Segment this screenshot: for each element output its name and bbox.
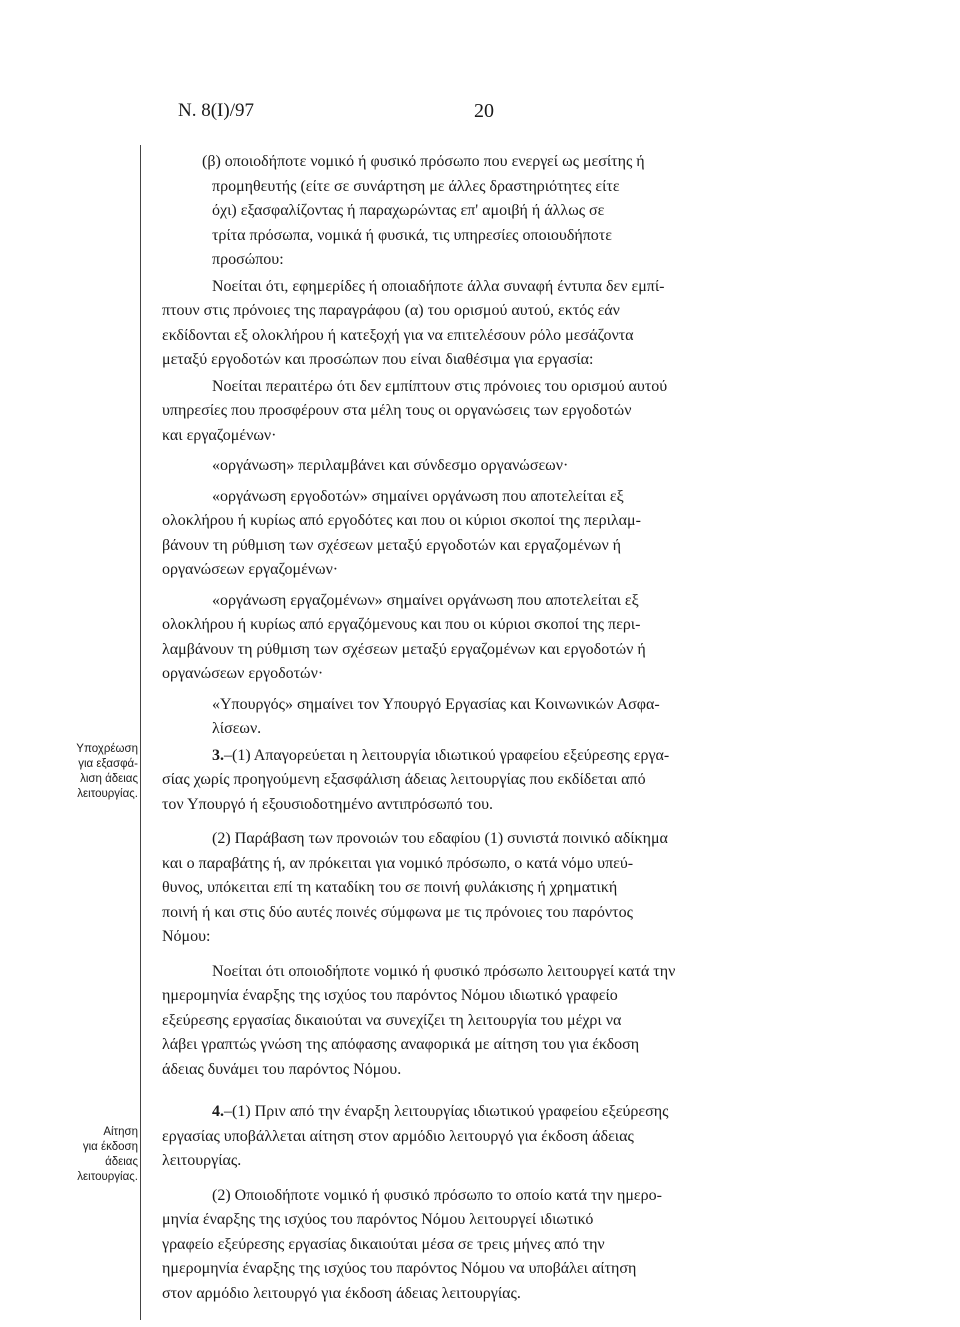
margin-note-line: λειτουργίας.	[77, 788, 138, 800]
paragraph-b	[162, 150, 812, 273]
text-line: βάνουν τη ρύθμιση των σχέσεων μεταξύ εργοδοτών και εργαζομένων ή	[162, 536, 622, 554]
margin-note-line: Υποχρέωση	[76, 743, 138, 755]
text-line: μηνία έναρξης της ισχύος του παρόντος Νόμου λειτουργεί ιδιωτικό	[162, 1211, 594, 1228]
text-line: (2) Παράβαση των προνοιών του εδαφίου (1) συνιστά ποινικό αδίκημα	[212, 830, 668, 847]
section-number: 3.	[212, 746, 224, 764]
text-line: «οργάνωση εργαζομένων» σημαίνει οργάνωση που αποτελείται εξ	[212, 591, 639, 609]
margin-note-line: λειτουργίας.	[77, 1171, 138, 1183]
text-line: ολοκλήρου ή κυρίως από εργαζόμενους και που οι κύριοι σκοποί της περι-	[162, 616, 641, 633]
section-text: –(1) Πριν από την έναρξη λειτουργίας ιδιωτικού γραφείου εξεύρεσης	[224, 1103, 669, 1120]
text-line: (β) οποιοδήποτε νομικό ή φυσικό πρόσωπο που ενεργεί ως μεσίτης ή	[202, 153, 645, 170]
text-line: πτουν στις πρόνοιες της παραγράφου (α) του ορισμού αυτού, εκτός εάν	[162, 302, 620, 319]
text-line: «Υπουργός» σημαίνει τον Υπουργό Εργασίας και Κοινωνικών Ασφα-	[212, 695, 660, 713]
section-3-2	[162, 827, 812, 950]
section-3-1	[162, 744, 812, 818]
section-number: 4.	[212, 1103, 224, 1120]
margin-note-line: λιση άδειας	[80, 773, 138, 785]
margin-note-line: για εξασφά-	[78, 758, 138, 770]
text-line: «οργάνωση εργοδοτών» σημαίνει οργάνωση που αποτελείται εξ	[212, 487, 624, 505]
text-line: θυνος, υπόκειται επί τη καταδίκη του σε ποινή φυλάκισης ή χρηματική	[162, 879, 618, 896]
margin-note-line: Αίτηση	[103, 1126, 138, 1138]
margin-note-licence-application	[30, 1125, 138, 1185]
text-line: οργανώσεων εργοδοτών·	[162, 665, 324, 682]
text-line: ημερομηνία έναρξης της ισχύος του παρόντος Νόμου ιδιωτικό γραφείο	[162, 987, 618, 1004]
text-line: σίας χωρίς προηγούμενη εξασφάλιση άδειας λειτουργίας που εκδίδεται από	[162, 771, 646, 788]
text-line	[162, 744, 812, 769]
margin-note-line: για έκδοση	[82, 1141, 138, 1153]
text-line: λάβει γραπτώς γνώση της απόφασης αναφορικά με αίτηση του για έκδοση	[162, 1036, 640, 1053]
margin-divider	[140, 145, 141, 1320]
section-3-proviso	[162, 960, 812, 1083]
definition-minister	[162, 693, 812, 742]
text-line: και ο παραβάτης ή, αν πρόκειται για νομικό πρόσωπο, ο κατά νόμο υπεύ-	[162, 854, 634, 872]
proviso-1	[162, 275, 812, 373]
section-4-1	[162, 1100, 812, 1174]
text-line: λειτουργίας.	[162, 1152, 242, 1169]
margin-note-licence-obligation	[30, 742, 138, 802]
text-line: εκδίδονται εξ ολοκλήρου ή κατεξοχή για να επιτελέσουν ρόλο μεσάζοντα	[162, 326, 634, 344]
text-line: υπηρεσίες που προσφέρουν στα μέλη τους οι οργανώσεις των εργοδοτών	[162, 402, 632, 419]
text-line: μεταξύ εργοδοτών και προσώπων που είναι διαθέσιμα για εργασία:	[162, 351, 594, 368]
text-line: Νόμου:	[162, 928, 211, 945]
text-line: εξεύρεσης εργασίας δικαιούται να συνεχίζει τη λειτουργία του μέχρι να	[162, 1011, 622, 1029]
text-line: γραφείο εξεύρεσης εργασίας δικαιούται μέσα σε τρεις μήνες από την	[162, 1235, 605, 1253]
text-line: λίσεων.	[212, 720, 262, 737]
definition-organisation	[162, 454, 812, 479]
text-line: τρίτα πρόσωπα, νομικά ή φυσικά, τις υπηρεσίες οποιουδήποτε	[212, 226, 612, 244]
text-line: τον Υπουργό ή εξουσιοδοτημένο αντιπρόσωπό του.	[162, 795, 494, 813]
text-line: οργανώσεων εργαζομένων·	[162, 561, 339, 578]
text-line: και εργαζομένων·	[162, 426, 277, 444]
text-line: Νοείται ότι οποιοδήποτε νομικό ή φυσικό πρόσωπο λειτουργεί κατά την	[212, 962, 676, 980]
page-number: 20	[474, 100, 494, 122]
text-line: λαμβάνουν τη ρύθμιση των σχέσεων μεταξύ εργαζομένων και εργοδοτών ή	[162, 640, 646, 658]
law-number: Ν. 8(Ι)/97	[178, 100, 254, 121]
definition-employers-organisation	[162, 485, 812, 583]
text-line: όχι) εξασφαλίζοντας ή παραχωρώντας επ' αμοιβή ή άλλως σε	[212, 202, 605, 219]
text-line: (2) Οποιοδήποτε νομικό ή φυσικό πρόσωπο το οποίο κατά την ημερο-	[212, 1186, 662, 1204]
text-line	[162, 1100, 812, 1125]
text-line: ποινή ή και στις δύο αυτές ποινές σύμφωνα με τις πρόνοιες του παρόντος	[162, 903, 633, 921]
section-4-2	[162, 1184, 812, 1307]
text-line: ημερομηνία έναρξης της ισχύος του παρόντος Νόμου να υποβάλει αίτηση	[162, 1260, 637, 1277]
text-line: προμηθευτής (είτε σε συνάρτηση με άλλες δραστηριότητες είτε	[212, 177, 620, 195]
text-line: Νοείται περαιτέρω ότι δεν εμπίπτουν στις πρόνοιες του ορισμού αυτού	[212, 377, 668, 395]
text-line: στον αρμόδιο λειτουργό για έκδοση άδειας λειτουργίας.	[162, 1284, 521, 1302]
margin-note-line: άδειας	[105, 1156, 138, 1168]
document-body	[162, 150, 812, 1306]
section-text: –(1) Απαγορεύεται η λειτουργία ιδιωτικού γραφείου εξεύρεσης εργα-	[224, 746, 670, 764]
text-line: «οργάνωση» περιλαμβάνει και σύνδεσμο οργανώσεων·	[212, 457, 569, 474]
text-line: ολοκλήρου ή κυρίως από εργοδότες και που οι κύριοι σκοποί της περιλαμ-	[162, 512, 641, 529]
text-line: προσώπου:	[212, 251, 284, 268]
text-line: άδειας δυνάμει του παρόντος Νόμου.	[162, 1060, 402, 1078]
definition-employees-organisation	[162, 589, 812, 687]
text-line: Νοείται ότι, εφημερίδες ή οποιαδήποτε άλλα συναφή έντυπα δεν εμπί-	[212, 277, 665, 295]
text-line: εργασίας υποβάλλεται αίτηση στον αρμόδιο λειτουργό για έκδοση άδειας	[162, 1127, 634, 1145]
proviso-2	[162, 375, 812, 449]
